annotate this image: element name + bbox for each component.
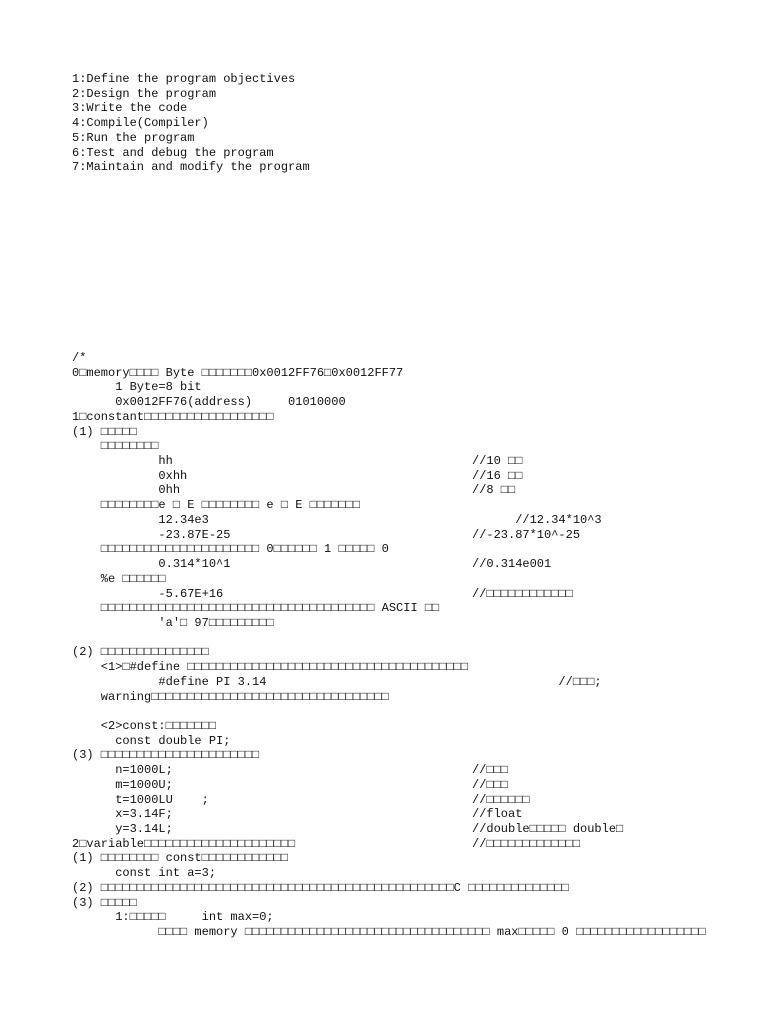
note-line: y=3.14L; [72, 822, 173, 837]
note-line: □□□□□□□□□□□□□□□□□□□□□□□□□□□□□□□□□□□□□□ ASCII □□ [72, 601, 440, 616]
note-comment: //10 □□ [472, 454, 523, 469]
note-line: 0xhh [72, 468, 188, 483]
note-line: □□□□□□□□e □ E □□□□□□□□ e □ E □□□□□□□ [72, 498, 361, 513]
step-line: 5:Run the program [72, 130, 195, 145]
step-line: 7:Maintain and modify the program [72, 160, 310, 175]
step-line: 6:Test and debug the program [72, 145, 274, 160]
note-comment: //□□□□□□□□□□□□□ [472, 836, 581, 851]
note-comment: //□□□□□□□□□□□□ [472, 586, 573, 601]
note-line: %e □□□□□□ [72, 571, 166, 586]
note-line: #define PI 3.14 [72, 674, 267, 689]
note-comment: //-23.87*10^-25 [472, 527, 581, 542]
note-line: m=1000U; [72, 777, 173, 792]
note-line: 0.314*10^1 [72, 557, 231, 572]
note-line: (1) □□□□□□□□ const□□□□□□□□□□□□ [72, 851, 289, 866]
blank-space [72, 178, 672, 348]
note-line: (1) □□□□□ [72, 424, 137, 439]
note-line: □□□□□□□□ [72, 439, 159, 454]
note-line: □□□□□□□□□□□□□□□□□□□□□□ 0□□□□□□ 1 □□□□□ 0 [72, 542, 389, 557]
note-comment: //16 □□ [472, 468, 523, 483]
note-comment: //12.34*10^3 [472, 512, 602, 527]
note-comment: //□□□ [472, 763, 509, 778]
step-line: 1:Define the program objectives [72, 72, 296, 86]
note-comment: //double□□□□□ double□ [472, 822, 624, 837]
note-line: 0□memory□□□□ Byte □□□□□□□0x0012FF76□0x0012FF77 [72, 365, 404, 380]
note-line: /* [72, 351, 87, 365]
note-line: hh [72, 454, 173, 469]
note-comment: //8 □□ [472, 483, 516, 498]
note-line: <1>□#define □□□□□□□□□□□□□□□□□□□□□□□□□□□□□□□□□□□□□□□ [72, 660, 469, 675]
note-line: const int a=3; [72, 866, 217, 881]
note-line: t=1000LU ; [72, 792, 209, 807]
note-line: n=1000L; [72, 763, 173, 778]
step-line: 2:Design the program [72, 86, 217, 101]
note-line: (2) □□□□□□□□□□□□□□□ [72, 645, 209, 660]
note-line: 12.34e3 [72, 512, 209, 527]
note-line: <2>const:□□□□□□□ [72, 719, 217, 733]
note-line: warning□□□□□□□□□□□□□□□□□□□□□□□□□□□□□□□□□ [72, 689, 389, 704]
note-line: 1 Byte=8 bit [72, 380, 202, 395]
note-line: 'a'□ 97□□□□□□□□□ [72, 615, 274, 630]
note-line: -5.67E+16 [72, 586, 224, 601]
note-comment: //0.314e001 [472, 557, 552, 572]
note-line: 0x0012FF76(address) 01010000 [72, 395, 346, 410]
note-line: const double PI; [72, 733, 231, 748]
step-line: 4:Compile(Compiler) [72, 116, 209, 131]
note-line: □□□□ memory □□□□□□□□□□□□□□□□□□□□□□□□□□□□□□□□□□ max□□□□□ 0 □□□□□□□□□□□□□□□□□□ [72, 925, 706, 940]
note-line: 1□constant□□□□□□□□□□□□□□□□□□ [72, 409, 274, 424]
note-line: (3) □□□□□ [72, 895, 137, 910]
note-comment: //float [472, 807, 523, 822]
note-line: 0hh [72, 483, 181, 498]
note-line: 2□variable□□□□□□□□□□□□□□□□□□□□□ [72, 836, 296, 851]
note-comment: //□□□ [472, 777, 509, 792]
note-line: (2) □□□□□□□□□□□□□□□□□□□□□□□□□□□□□□□□□□□□□□□□□□□□□□□□□C □□□□□□□□□□□□□□ [72, 880, 569, 895]
note-line: (3) □□□□□□□□□□□□□□□□□□□□□□ [72, 748, 260, 763]
note-comment: //□□□; [472, 674, 602, 689]
step-line: 3:Write the code [72, 101, 188, 116]
note-line: -23.87E-25 [72, 527, 231, 542]
note-line: x=3.14F; [72, 807, 173, 822]
note-line: 1:□□□□□ int max=0; [72, 910, 274, 925]
note-comment: //□□□□□□ [472, 792, 530, 807]
